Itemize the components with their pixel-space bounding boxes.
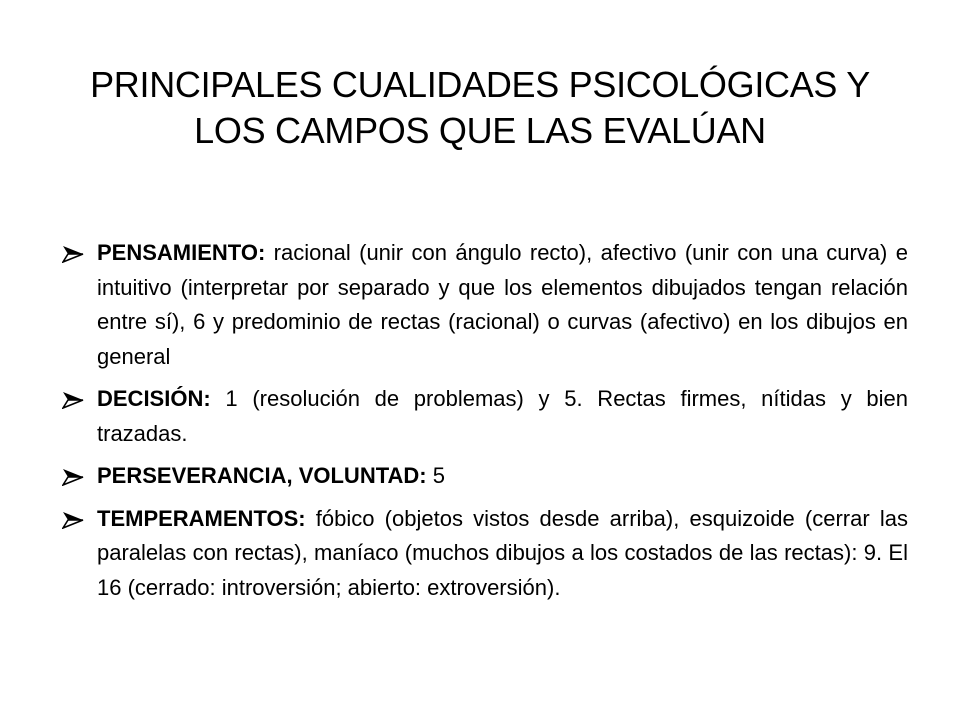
arrowhead-bullet-icon — [62, 391, 84, 409]
bullet-label: PERSEVERANCIA, VOLUNTAD: — [97, 463, 427, 488]
bullet-text: 5 — [426, 463, 445, 488]
arrowhead-bullet-icon — [62, 245, 84, 263]
bullet-text: racional (unir con ángulo recto), afectivo (unir con una curva) e intuitivo (interpretar por separado y que los elementos dibujados tengan relación entre sí), 6 y predominio de rectas (racional) o curvas (afectivo) en los dibujos en general — [97, 240, 908, 369]
bullet-item-pensamiento — [60, 236, 908, 374]
bullet-list — [60, 236, 908, 613]
slide-title: PRINCIPALES CUALIDADES PSICOLÓGICAS Y LOS CAMPOS QUE LAS EVALÚAN — [90, 64, 870, 151]
bullet-text: fóbico (objetos vistos desde arriba), esquizoide (cerrar las paralelas con rectas), maníaco (muchos dibujos a los costados de las rectas): 9. El 16 (cerrado: introversión; abierto: extroversión). — [97, 505, 908, 600]
bullet-item-perseverancia — [60, 459, 908, 494]
bullet-label: TEMPERAMENTOS: — [97, 505, 306, 531]
bullet-label: DECISIÓN: — [97, 386, 211, 411]
bullet-text: 1 (resolución de problemas) y 5. Rectas firmes, nítidas y bien trazadas. — [97, 386, 908, 446]
arrowhead-bullet-icon — [62, 468, 84, 486]
bullet-item-temperamentos — [60, 502, 908, 606]
bullet-label: PENSAMIENTO: — [97, 240, 266, 265]
bullet-item-decision — [60, 382, 908, 451]
arrowhead-bullet-icon — [62, 511, 84, 529]
